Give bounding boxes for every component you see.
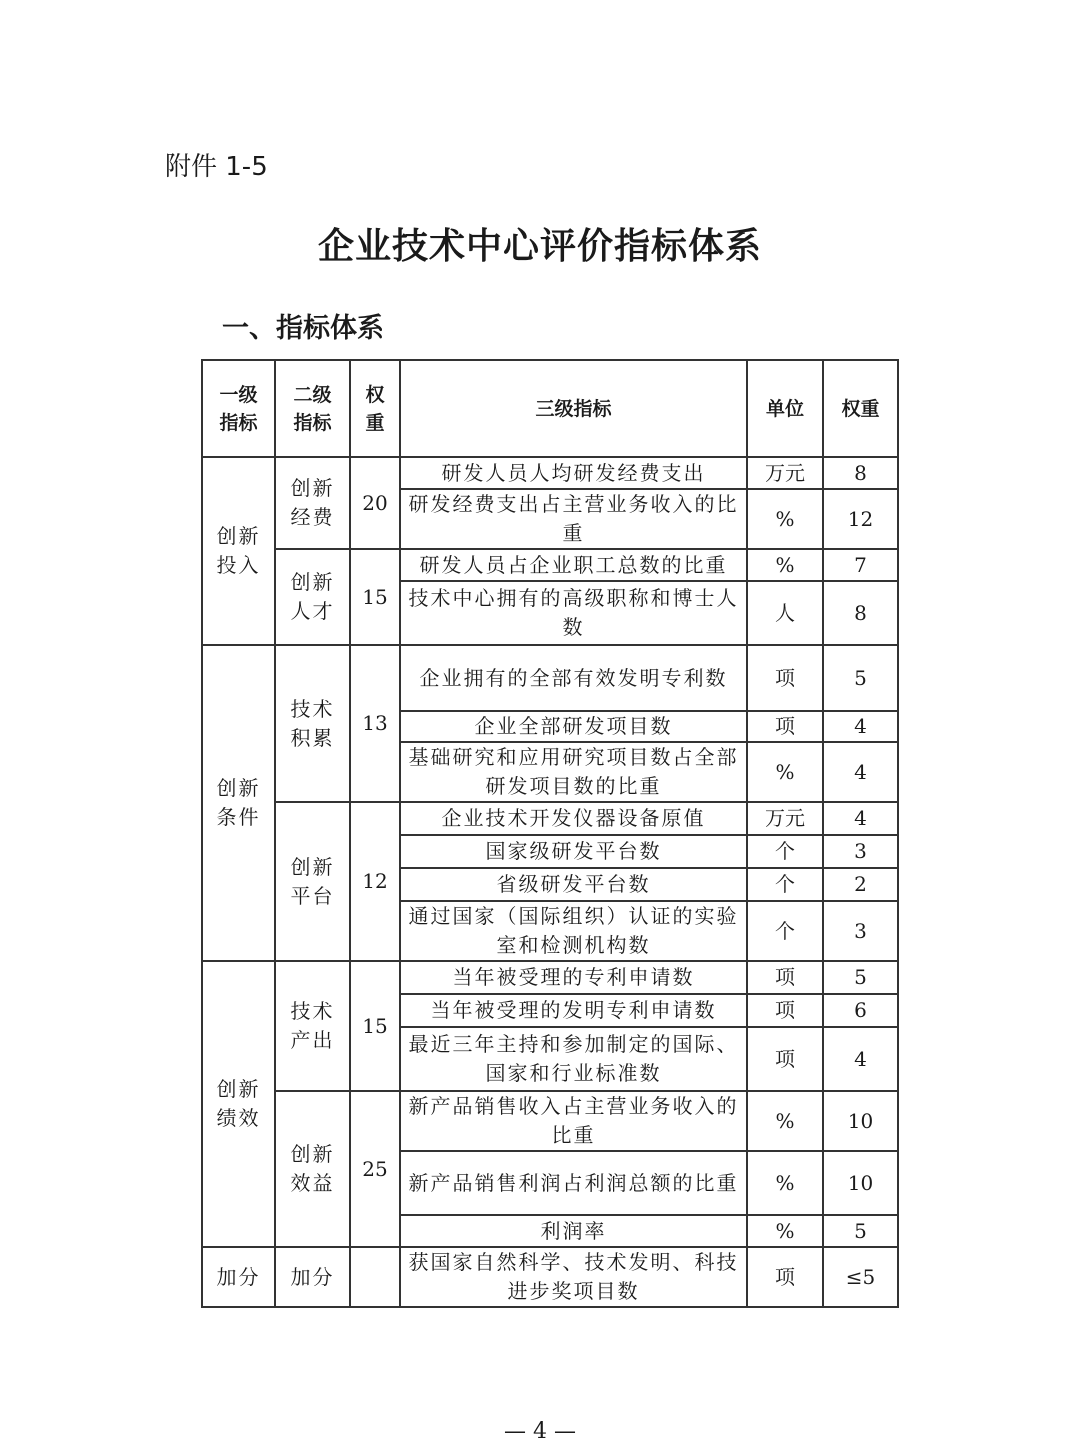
level2-cell: 创新人才 — [275, 549, 350, 645]
level1-cell: 创新条件 — [202, 645, 275, 961]
indicator-cell: 技术中心拥有的高级职称和博士人数 — [400, 581, 747, 645]
indicator-cell: 省级研发平台数 — [400, 868, 747, 901]
indicator-cell: 国家级研发平台数 — [400, 835, 747, 868]
unit-cell: 项 — [747, 961, 823, 994]
unit-cell: 项 — [747, 645, 823, 711]
indicator-cell: 当年被受理的专利申请数 — [400, 961, 747, 994]
unit-cell: 项 — [747, 711, 823, 742]
level2-cell: 技术产出 — [275, 961, 350, 1091]
level2-weight: 13 — [350, 645, 400, 802]
weight-cell: 12 — [823, 489, 898, 549]
weight-cell: 4 — [823, 1027, 898, 1091]
weight-cell: 8 — [823, 457, 898, 489]
indicator-cell: 研发人员占企业职工总数的比重 — [400, 549, 747, 581]
unit-cell: 万元 — [747, 457, 823, 489]
unit-cell: 个 — [747, 901, 823, 961]
table-row — [202, 1091, 898, 1151]
indicator-table — [201, 359, 899, 1308]
weight-cell: 4 — [823, 711, 898, 742]
indicator-cell: 企业拥有的全部有效发明专利数 — [400, 645, 747, 711]
indicator-cell: 新产品销售收入占主营业务收入的比重 — [400, 1091, 747, 1151]
indicator-cell: 获国家自然科学、技术发明、科技进步奖项目数 — [400, 1247, 747, 1307]
table-row — [202, 961, 898, 994]
unit-cell: % — [747, 549, 823, 581]
level2-cell: 加分 — [275, 1247, 350, 1307]
level2-weight: 15 — [350, 961, 400, 1091]
document-title: 企业技术中心评价指标体系 — [317, 226, 762, 267]
indicator-cell: 基础研究和应用研究项目数占全部研发项目数的比重 — [400, 742, 747, 802]
unit-cell: 个 — [747, 835, 823, 868]
weight-cell: 10 — [823, 1151, 898, 1215]
weight-cell: 5 — [823, 645, 898, 711]
unit-cell: 项 — [747, 1247, 823, 1307]
unit-cell: 项 — [747, 1027, 823, 1091]
unit-cell: 万元 — [747, 802, 823, 835]
level2-weight: 20 — [350, 457, 400, 549]
header-weight3: 权重 — [823, 360, 898, 457]
unit-cell: % — [747, 742, 823, 802]
unit-cell: 个 — [747, 868, 823, 901]
weight-cell: 2 — [823, 868, 898, 901]
weight-cell: 10 — [823, 1091, 898, 1151]
unit-cell: % — [747, 489, 823, 549]
table-row — [202, 645, 898, 711]
level1-cell: 创新投入 — [202, 457, 275, 645]
unit-cell: % — [747, 1091, 823, 1151]
indicator-cell: 企业全部研发项目数 — [400, 711, 747, 742]
weight-cell: ≤5 — [823, 1247, 898, 1307]
section-heading: 一、指标体系 — [222, 313, 384, 344]
indicator-cell: 当年被受理的发明专利申请数 — [400, 994, 747, 1027]
table-row — [202, 549, 898, 581]
page-number: — 4 — — [504, 1419, 576, 1444]
level2-weight: 15 — [350, 549, 400, 645]
table-row — [202, 802, 898, 835]
level1-cell: 加分 — [202, 1247, 275, 1307]
level2-weight — [350, 1247, 400, 1307]
table-row — [202, 1247, 898, 1307]
indicator-cell: 企业技术开发仪器设备原值 — [400, 802, 747, 835]
weight-cell: 3 — [823, 901, 898, 961]
weight-cell: 5 — [823, 1215, 898, 1247]
level2-cell: 创新效益 — [275, 1091, 350, 1247]
header-level3: 三级指标 — [400, 360, 747, 457]
weight-cell: 4 — [823, 742, 898, 802]
indicator-cell: 通过国家（国际组织）认证的实验室和检测机构数 — [400, 901, 747, 961]
weight-cell: 8 — [823, 581, 898, 645]
level2-weight: 25 — [350, 1091, 400, 1247]
table-row — [202, 457, 898, 489]
weight-cell: 5 — [823, 961, 898, 994]
header-level2: 二级指标 — [275, 360, 350, 457]
weight-cell: 3 — [823, 835, 898, 868]
table-header-row — [202, 360, 898, 457]
weight-cell: 4 — [823, 802, 898, 835]
indicator-cell: 研发经费支出占主营业务收入的比重 — [400, 489, 747, 549]
attachment-label: 附件 1-5 — [165, 152, 268, 182]
weight-cell: 7 — [823, 549, 898, 581]
level2-cell: 创新经费 — [275, 457, 350, 549]
indicator-cell: 最近三年主持和参加制定的国际、国家和行业标准数 — [400, 1027, 747, 1091]
level1-cell: 创新绩效 — [202, 961, 275, 1247]
unit-cell: % — [747, 1151, 823, 1215]
level2-cell: 创新平台 — [275, 802, 350, 961]
header-unit: 单位 — [747, 360, 823, 457]
weight-cell: 6 — [823, 994, 898, 1027]
indicator-cell: 研发人员人均研发经费支出 — [400, 457, 747, 489]
indicator-cell: 利润率 — [400, 1215, 747, 1247]
header-level1: 一级指标 — [202, 360, 275, 457]
indicator-cell: 新产品销售利润占利润总额的比重 — [400, 1151, 747, 1215]
header-weight2: 权重 — [350, 360, 400, 457]
level2-weight: 12 — [350, 802, 400, 961]
unit-cell: 项 — [747, 994, 823, 1027]
unit-cell: 人 — [747, 581, 823, 645]
unit-cell: % — [747, 1215, 823, 1247]
level2-cell: 技术积累 — [275, 645, 350, 802]
